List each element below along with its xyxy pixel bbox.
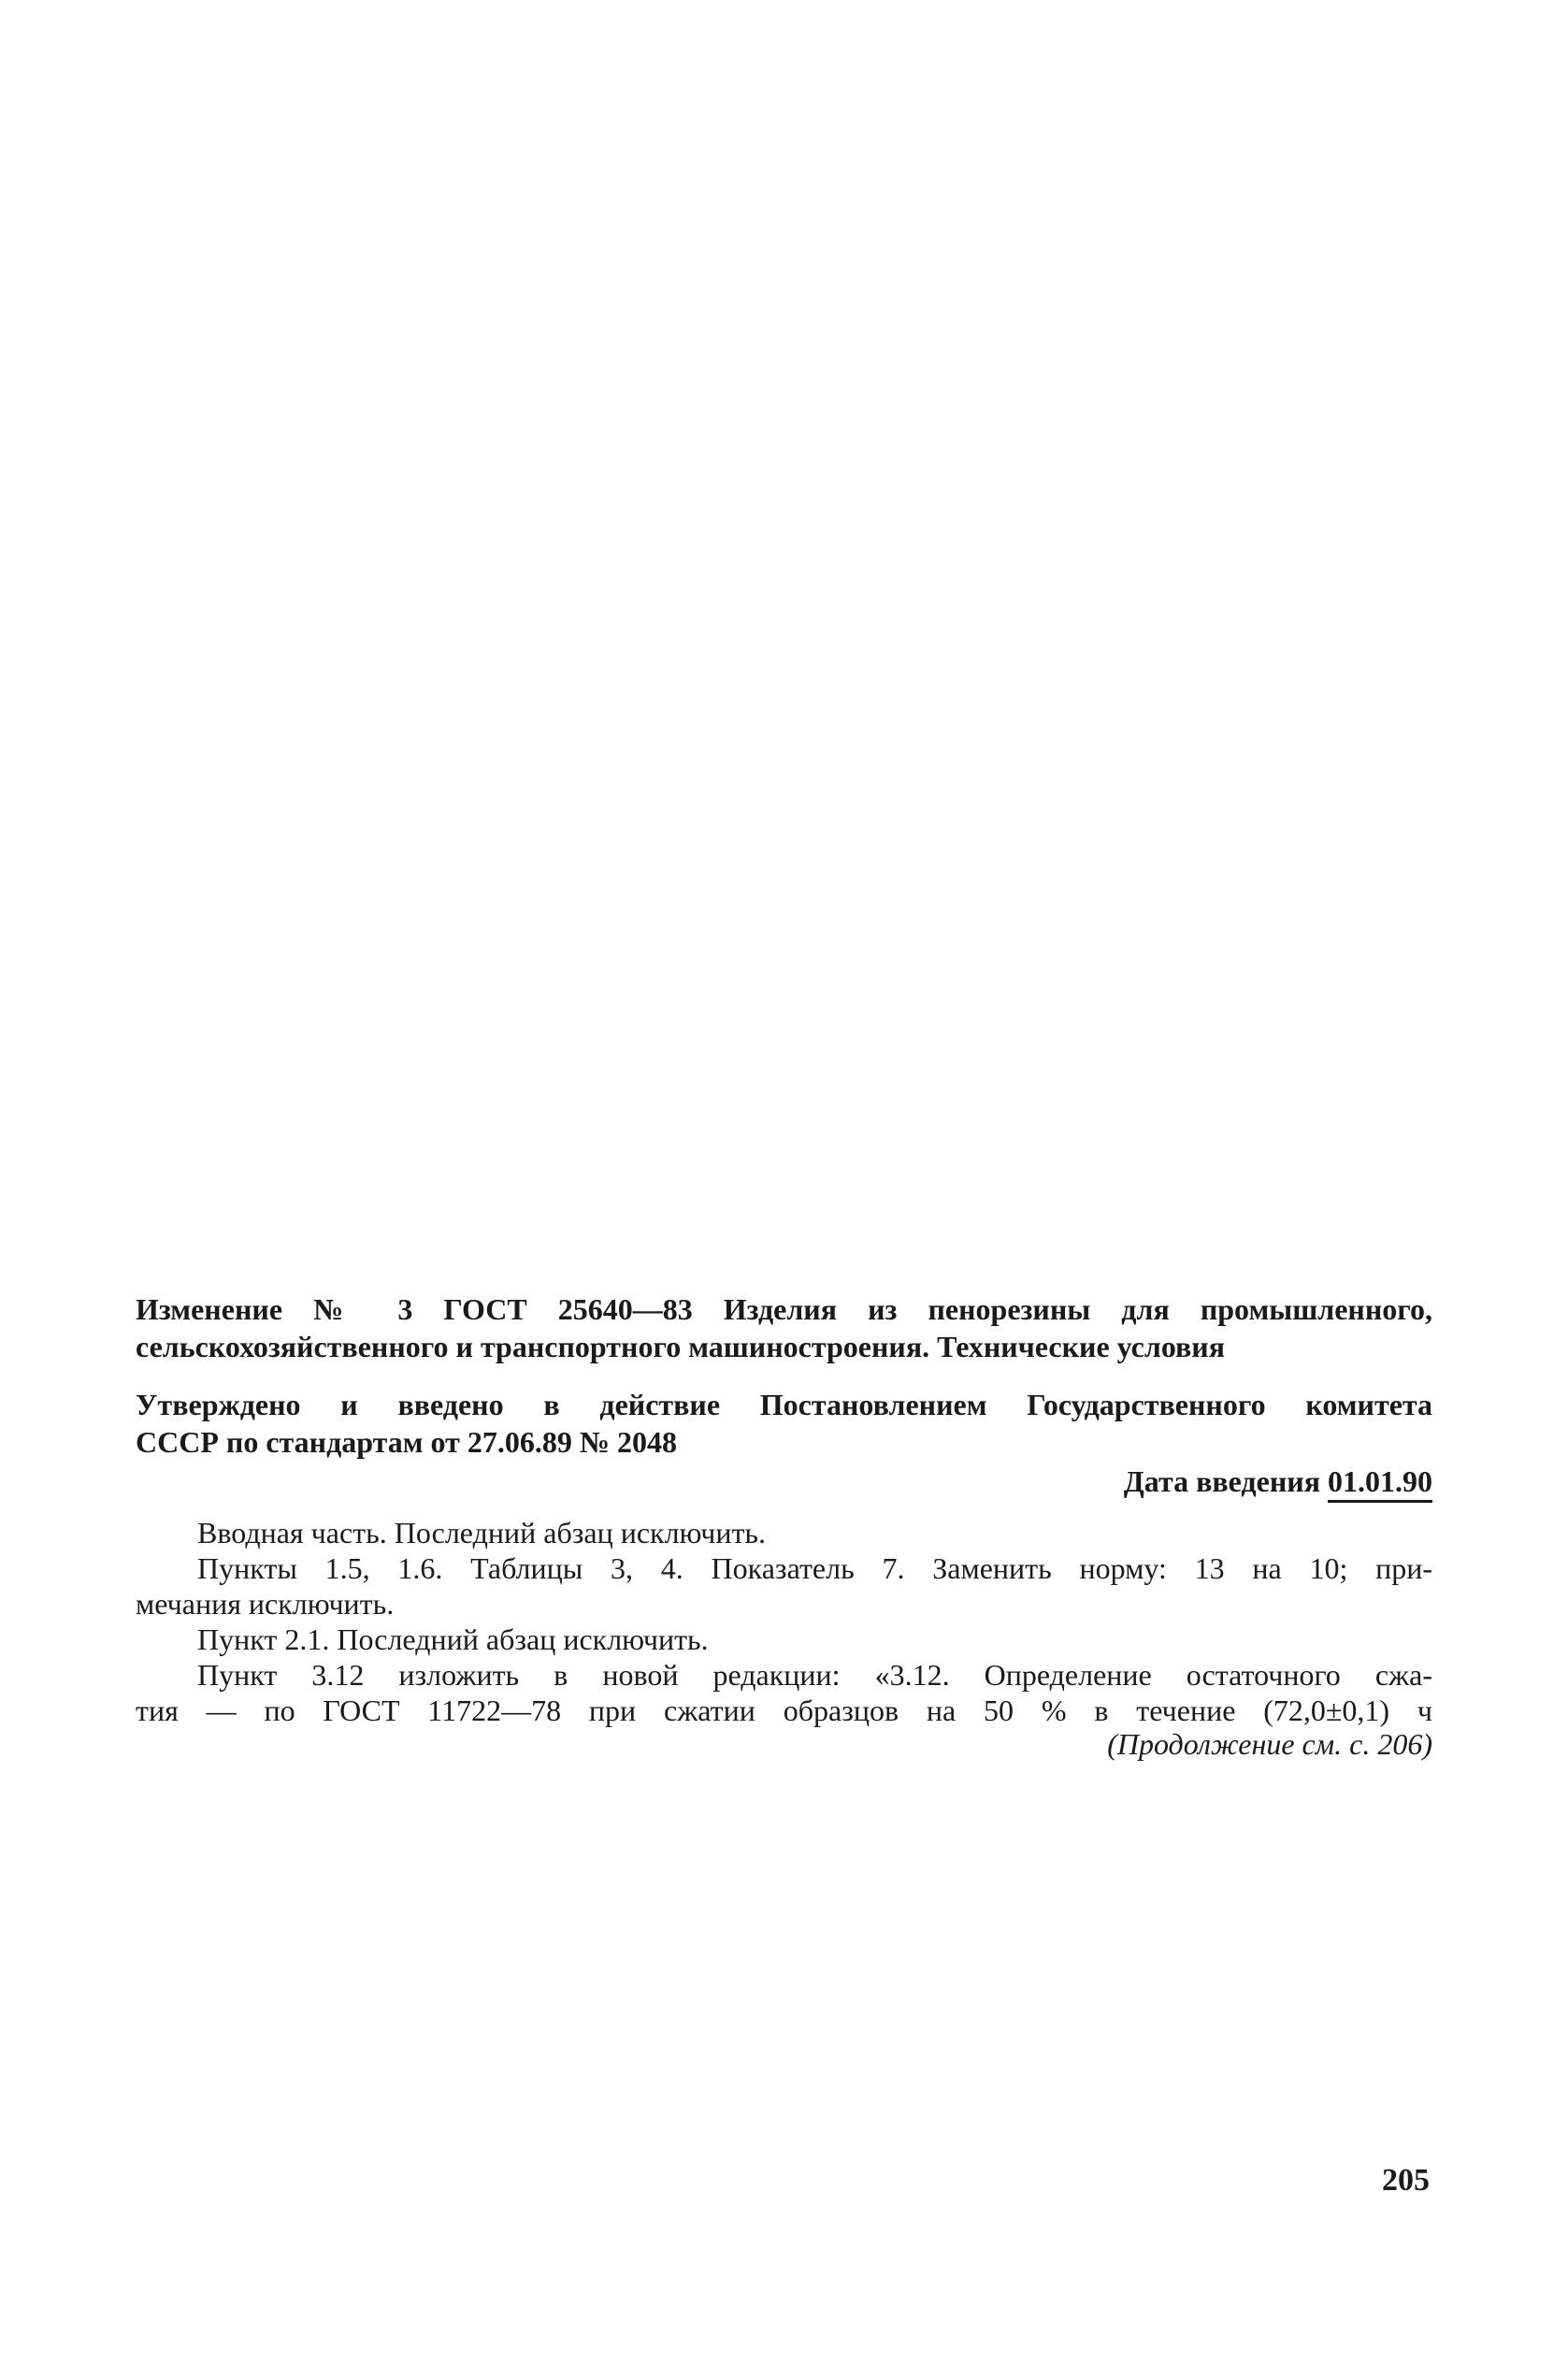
- effective-date: [136, 1463, 1432, 1500]
- approval-line-1: Утверждено и введено в действие Постановлением Государственного комитета: [136, 1388, 1432, 1421]
- paragraph-continuation: мечания исключить.: [136, 1587, 395, 1621]
- paragraph-continuation: тия — по ГОСТ 11722—78 при сжатии образцов на 50 % в течение (72,0±0,1) ч: [136, 1694, 1432, 1727]
- amendment-body: [136, 1515, 1432, 1728]
- heading-line-2: сельскохозяйственного и транспортного машиностроения. Технические условия: [136, 1330, 1226, 1363]
- continuation-note: (Продолжение см. с. 206): [1107, 1727, 1432, 1761]
- approval-line-2: СССР по стандартам от 27.06.89 № 2048: [136, 1425, 677, 1459]
- effective-date-label: Дата введения: [1123, 1464, 1328, 1498]
- paragraph: Пункт 2.1. Последний абзац исключить.: [197, 1622, 709, 1656]
- amendment-heading: [136, 1290, 1432, 1365]
- page-number: 205: [1382, 2163, 1430, 2198]
- paragraph: Пункты 1.5, 1.6. Таблицы 3, 4. Показатель 7. Заменить норму: 13 на 10; при-: [197, 1551, 1432, 1585]
- heading-line-1: Изменение № 3 ГОСТ 25640—83 Изделия из пенорезины для промышленного,: [136, 1292, 1432, 1326]
- approval-statement: [136, 1386, 1432, 1461]
- effective-date-value: 01.01.90: [1328, 1464, 1432, 1503]
- paragraph: Вводная часть. Последний абзац исключить.: [197, 1516, 767, 1550]
- paragraph: Пункт 3.12 изложить в новой редакции: «3.12. Определение остаточного сжа-: [197, 1658, 1432, 1692]
